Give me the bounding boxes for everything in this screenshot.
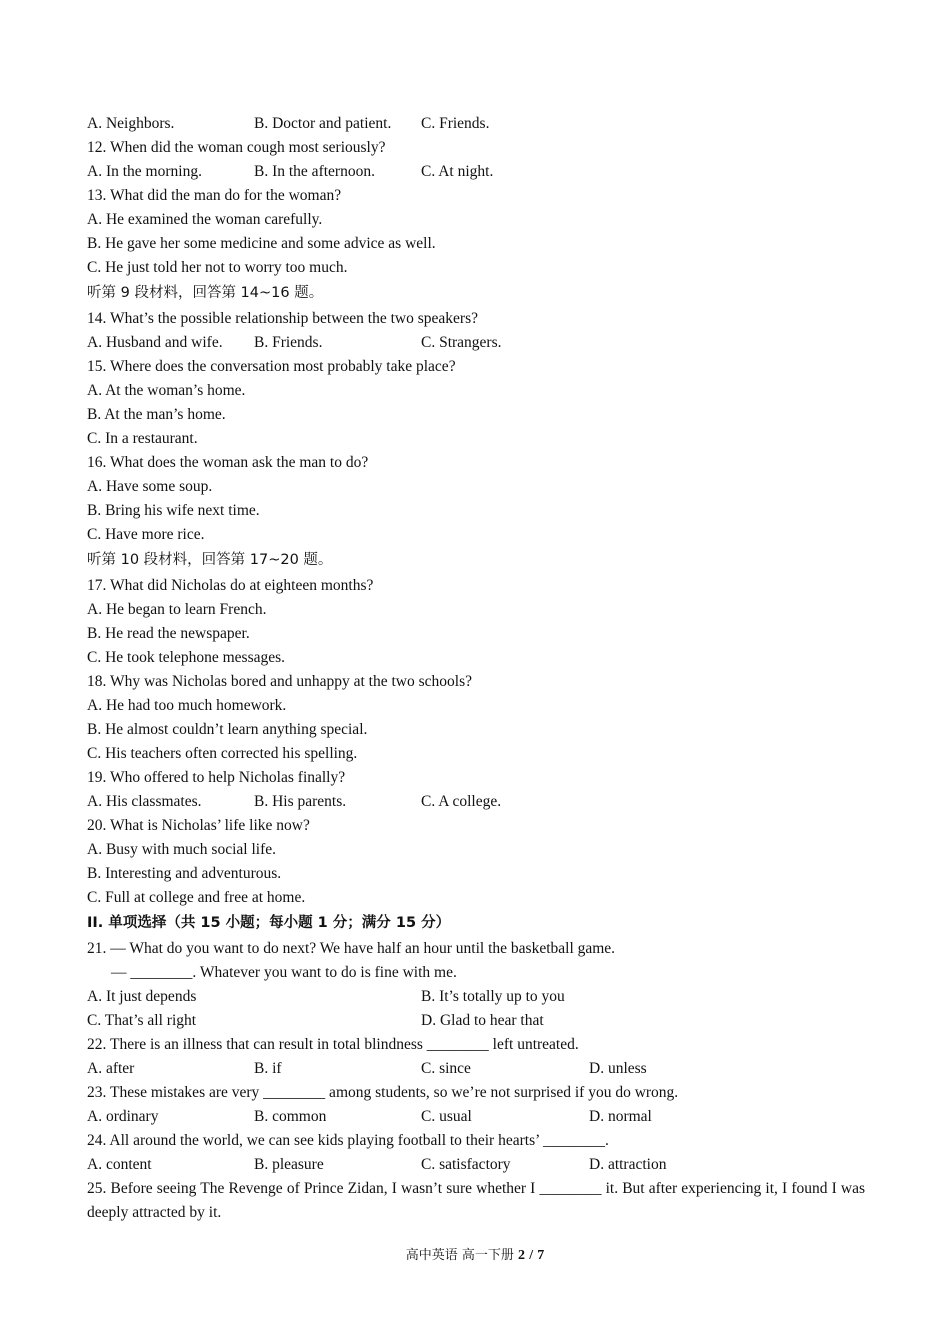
text-line: A. Have some soup.	[87, 478, 213, 495]
answer-option: A. In the morning.	[87, 163, 202, 180]
answer-option: C. satisfactory	[421, 1156, 511, 1173]
text-line: A. At the woman’s home.	[87, 382, 246, 399]
text-line: 18. Why was Nicholas bored and unhappy at the two schools?	[87, 673, 472, 690]
answer-option: D. normal	[589, 1108, 652, 1125]
question-content	[87, 112, 865, 1225]
answer-option: A. ordinary	[87, 1108, 159, 1125]
answer-option: B. Doctor and patient.	[254, 115, 392, 132]
answer-option: A. Neighbors.	[87, 115, 175, 132]
text-line: 19. Who offered to help Nicholas finally?	[87, 769, 346, 786]
answer-option: A. content	[87, 1156, 152, 1173]
footer-separator: /	[529, 1248, 534, 1263]
answer-option: B. His parents.	[254, 793, 347, 810]
answer-option: A. Husband and wife.	[87, 334, 223, 351]
text-line: C. He just told her not to worry too much.	[87, 259, 348, 276]
text-line: B. He read the newspaper.	[87, 625, 250, 642]
text-line: 23. These mistakes are very ________ among students, so we’re not surprised if you do wrong.	[87, 1084, 679, 1101]
text-line: B. Bring his wife next time.	[87, 502, 260, 519]
text-line: 16. What does the woman ask the man to do?	[87, 454, 369, 471]
text-line: C. His teachers often corrected his spelling.	[87, 745, 358, 762]
footer-label: 高中英语 高一下册	[405, 1248, 514, 1263]
text-line: A. He began to learn French.	[87, 601, 267, 618]
text-line: — ________. Whatever you want to do is fine with me.	[111, 964, 457, 981]
options-row	[87, 1105, 865, 1129]
text-line: A. Busy with much social life.	[87, 841, 276, 858]
answer-option: D. unless	[589, 1060, 647, 1077]
text-line: 21. — What do you want to do next? We have half an hour until the basketball game.	[87, 940, 616, 957]
answer-option: A. His classmates.	[87, 793, 202, 810]
answer-option: B. It’s totally up to you	[421, 988, 565, 1005]
answer-option: C. since	[421, 1060, 471, 1077]
listening-instruction: 听第 9 段材料，回答第 14~16 题。	[87, 285, 324, 301]
text-line: A. He examined the woman carefully.	[87, 211, 323, 228]
text-line: B. He almost couldn’t learn anything special.	[87, 721, 368, 738]
options-row	[87, 331, 865, 355]
answer-option: B. pleasure	[254, 1156, 324, 1173]
options-row	[87, 1057, 865, 1081]
footer-total-pages: 7	[537, 1248, 545, 1263]
text-line: 17. What did Nicholas do at eighteen months?	[87, 577, 374, 594]
text-line: A. He had too much homework.	[87, 697, 287, 714]
text-line: 24. All around the world, we can see kids playing football to their hearts’ ________.	[87, 1132, 609, 1149]
footer-page-number: 2	[518, 1248, 526, 1263]
text-line: B. He gave her some medicine and some advice as well.	[87, 235, 436, 252]
answer-option: B. Friends.	[254, 334, 323, 351]
text-line: 14. What’s the possible relationship between the two speakers?	[87, 310, 478, 327]
section-heading: II. 单项选择（共 15 小题；每小题 1 分；满分 15 分）	[87, 915, 451, 931]
text-line: B. At the man’s home.	[87, 406, 226, 423]
text-line: 12. When did the woman cough most seriously?	[87, 139, 386, 156]
answer-option: A. after	[87, 1060, 135, 1077]
answer-option: B. common	[254, 1108, 327, 1125]
options-row	[87, 790, 865, 814]
answer-option: B. if	[254, 1060, 282, 1077]
listening-instruction: 听第 10 段材料，回答第 17~20 题。	[87, 552, 333, 568]
text-paragraph: 25. Before seeing The Revenge of Prince Zidan, I wasn’t sure whether I ________ it. But after experiencing it, I found I was deeply attracted by it.	[87, 1180, 865, 1221]
answer-option: C. A college.	[421, 793, 502, 810]
answer-option: C. That’s all right	[87, 1012, 197, 1029]
text-line: 22. There is an illness that can result in total blindness ________ left untreated.	[87, 1036, 579, 1053]
text-line: C. In a restaurant.	[87, 430, 198, 447]
answer-option: A. It just depends	[87, 988, 197, 1005]
text-line: 15. Where does the conversation most probably take place?	[87, 358, 456, 375]
answer-option: C. usual	[421, 1108, 472, 1125]
answer-option: B. In the afternoon.	[254, 163, 375, 180]
answer-option: D. Glad to hear that	[421, 1012, 544, 1029]
answer-option: C. Friends.	[421, 115, 490, 132]
text-line: C. Full at college and free at home.	[87, 889, 306, 906]
text-line: C. Have more rice.	[87, 526, 205, 543]
page-footer	[0, 1244, 950, 1264]
answer-option: C. At night.	[421, 163, 494, 180]
options-row	[87, 1153, 865, 1177]
options-row	[87, 160, 865, 184]
text-line: B. Interesting and adventurous.	[87, 865, 282, 882]
options-row	[87, 112, 865, 136]
answer-option: C. Strangers.	[421, 334, 502, 351]
options-row	[87, 1009, 865, 1033]
answer-option: D. attraction	[589, 1156, 667, 1173]
options-row	[87, 985, 865, 1009]
text-line: 13. What did the man do for the woman?	[87, 187, 342, 204]
text-line: 20. What is Nicholas’ life like now?	[87, 817, 310, 834]
text-line: C. He took telephone messages.	[87, 649, 286, 666]
